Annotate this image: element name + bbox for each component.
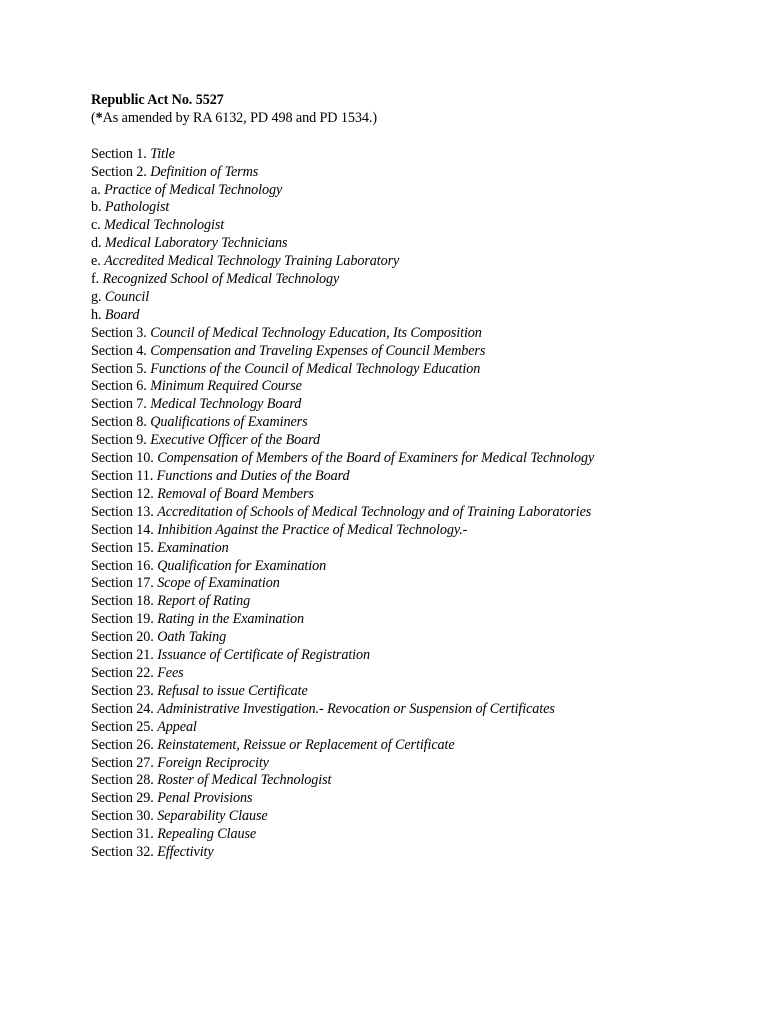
- section-heading: Repealing Clause: [157, 826, 257, 843]
- section-label: Section 12.: [91, 485, 158, 502]
- section-list: [91, 146, 751, 862]
- section-heading: Refusal to issue Certificate: [157, 682, 308, 699]
- section-heading: Effectivity: [157, 844, 214, 861]
- section-heading: Issuance of Certificate of Registration: [157, 647, 371, 664]
- section-label: b.: [91, 199, 105, 216]
- subtitle-asterisk: *: [95, 109, 103, 126]
- section-entry: [91, 199, 751, 217]
- section-heading: Reinstatement, Reissue or Replacement of Certificate: [157, 736, 455, 753]
- section-heading: Compensation and Traveling Expenses of Council Members: [150, 342, 486, 359]
- section-entry: [91, 790, 751, 808]
- section-heading: Medical Technology Board: [150, 396, 302, 413]
- section-heading: Foreign Reciprocity: [157, 754, 269, 771]
- section-heading: Accreditation of Schools of Medical Technology and of Training Laboratories: [157, 503, 592, 520]
- section-entry: [91, 719, 751, 737]
- section-entry: [91, 737, 751, 755]
- section-label: Section 28.: [91, 772, 158, 789]
- section-heading: Council of Medical Technology Education, Its Composition: [150, 324, 482, 341]
- document-subtitle: [91, 110, 751, 128]
- section-label: Section 14.: [91, 521, 158, 538]
- section-entry: [91, 414, 751, 432]
- section-heading: Separability Clause: [157, 808, 268, 825]
- section-heading: Removal of Board Members: [157, 485, 314, 502]
- section-entry: [91, 647, 751, 665]
- section-label: Section 5.: [91, 360, 151, 377]
- section-entry: [91, 468, 751, 486]
- section-entry: [91, 307, 751, 325]
- section-entry: [91, 593, 751, 611]
- section-heading: Minimum Required Course: [150, 378, 302, 395]
- section-label: Section 21.: [91, 647, 158, 664]
- section-label: Section 6.: [91, 378, 151, 395]
- section-label: Section 31.: [91, 826, 158, 843]
- section-heading: Council: [104, 288, 150, 305]
- section-heading: Medical Laboratory Technicians: [104, 235, 288, 252]
- section-label: Section 26.: [91, 736, 158, 753]
- section-heading: Qualification for Examination: [157, 557, 327, 574]
- section-entry: [91, 343, 751, 361]
- section-entry: [91, 575, 751, 593]
- section-entry: [91, 772, 751, 790]
- section-entry: [91, 522, 751, 540]
- section-label: Section 20.: [91, 629, 158, 646]
- section-label: e.: [91, 253, 105, 270]
- section-label: Section 4.: [91, 342, 151, 359]
- section-heading: Pathologist: [104, 199, 170, 216]
- section-label: Section 30.: [91, 808, 158, 825]
- section-entry: [91, 432, 751, 450]
- section-heading: Roster of Medical Technologist: [157, 772, 332, 789]
- section-entry: [91, 182, 751, 200]
- document-title: Republic Act No. 5527: [91, 92, 224, 108]
- section-label: g.: [91, 288, 105, 305]
- section-label: Section 16.: [91, 557, 158, 574]
- section-heading: Inhibition Against the Practice of Medical Technology.-: [157, 521, 468, 538]
- section-heading: Report of Rating: [157, 593, 251, 610]
- section-heading: Qualifications of Examiners: [150, 414, 308, 431]
- section-entry: [91, 325, 751, 343]
- section-entry: [91, 235, 751, 253]
- subtitle-open-paren: (: [91, 109, 96, 126]
- section-label: h.: [91, 306, 105, 323]
- section-heading: Administrative Investigation.- Revocation or Suspension of Certificates: [157, 700, 555, 717]
- section-entry: [91, 253, 751, 271]
- section-heading: Compensation of Members of the Board of Examiners for Medical Technology: [157, 450, 595, 467]
- section-label: Section 2.: [91, 163, 151, 180]
- section-label: Section 18.: [91, 593, 158, 610]
- section-label: Section 29.: [91, 790, 158, 807]
- section-label: Section 25.: [91, 718, 158, 735]
- blank-line: [91, 128, 751, 146]
- section-label: Section 19.: [91, 611, 158, 628]
- section-heading: Fees: [157, 664, 184, 681]
- section-entry: [91, 450, 751, 468]
- section-heading: Examination: [157, 539, 229, 556]
- subtitle-text: As amended by RA 6132, PD 498 and PD 1534.): [102, 109, 377, 126]
- section-heading: Penal Provisions: [157, 790, 253, 807]
- section-entry: [91, 755, 751, 773]
- section-label: Section 24.: [91, 700, 158, 717]
- section-label: c.: [91, 217, 105, 234]
- section-heading: Accredited Medical Technology Training Laboratory: [104, 253, 400, 270]
- section-entry: [91, 665, 751, 683]
- section-heading: Executive Officer of the Board: [150, 432, 321, 449]
- section-heading: Appeal: [157, 718, 197, 735]
- section-heading: Practice of Medical Technology: [104, 181, 283, 198]
- section-label: Section 3.: [91, 324, 151, 341]
- section-entry: [91, 486, 751, 504]
- section-label: Section 23.: [91, 682, 158, 699]
- section-heading: Definition of Terms: [150, 163, 259, 180]
- section-label: d.: [91, 235, 105, 252]
- section-heading: Medical Technologist: [104, 217, 225, 234]
- section-heading: Functions and Duties of the Board: [156, 468, 350, 485]
- section-entry: [91, 826, 751, 844]
- section-label: Section 9.: [91, 432, 151, 449]
- section-entry: [91, 217, 751, 235]
- section-entry: [91, 629, 751, 647]
- section-entry: [91, 378, 751, 396]
- section-entry: [91, 701, 751, 719]
- section-entry: [91, 361, 751, 379]
- section-heading: Oath Taking: [157, 629, 227, 646]
- section-entry: [91, 683, 751, 701]
- section-label: Section 8.: [91, 414, 151, 431]
- section-label: a.: [91, 181, 105, 198]
- section-entry: [91, 611, 751, 629]
- section-entry: [91, 271, 751, 289]
- section-entry: [91, 396, 751, 414]
- section-label: Section 17.: [91, 575, 158, 592]
- section-heading: Title: [150, 145, 175, 162]
- document-page: [91, 92, 751, 862]
- section-entry: [91, 540, 751, 558]
- section-label: Section 32.: [91, 844, 158, 861]
- section-entry: [91, 289, 751, 307]
- section-label: Section 1.: [91, 145, 151, 162]
- section-entry: [91, 504, 751, 522]
- section-label: Section 22.: [91, 664, 158, 681]
- section-entry: [91, 558, 751, 576]
- section-heading: Board: [104, 306, 140, 323]
- section-heading: Scope of Examination: [157, 575, 280, 592]
- section-label: f.: [91, 271, 103, 288]
- section-entry: [91, 844, 751, 862]
- section-entry: [91, 808, 751, 826]
- section-label: Section 11.: [91, 468, 157, 485]
- section-heading: Rating in the Examination: [157, 611, 305, 628]
- section-heading: Functions of the Council of Medical Technology Education: [150, 360, 481, 377]
- section-entry: [91, 164, 751, 182]
- section-label: Section 27.: [91, 754, 158, 771]
- section-entry: [91, 146, 751, 164]
- section-label: Section 13.: [91, 503, 158, 520]
- section-heading: Recognized School of Medical Technology: [102, 271, 340, 288]
- section-label: Section 10.: [91, 450, 158, 467]
- section-label: Section 15.: [91, 539, 158, 556]
- section-label: Section 7.: [91, 396, 151, 413]
